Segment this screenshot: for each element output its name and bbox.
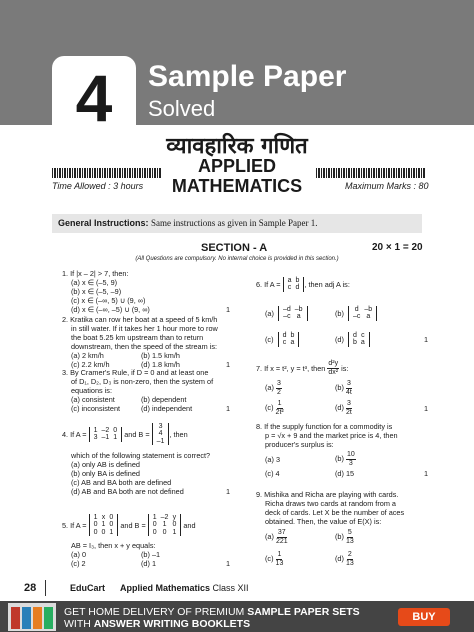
general-instructions: General Instructions: Same instructions as given in Sample Paper 1. [52,214,422,233]
matrix-b: 3 4 –1 [152,423,170,446]
question-6: 6. If A = a c b d , then adj A is: (a) –d –c –b a (b) d –c –b a (c) d c b a (d) d b c a 1 [256,276,428,346]
question-8: 8. If the supply function for a commodity is p = √x + 9 and the market price is 4, then producer's surplus is: (a) 3 (b) $\frac{10}{3}$ (c) 4 (d) 15 1 [256,422,428,478]
question-3: 3. By Cramer's Rule, if D = 0 and at least one of D₁, D₂, D₃ is non-zero, then the system of equations is: (a) consistent (b) dependent (c) inconsistent (d) independent 1 [62,368,230,413]
matrix-a: 1 3 –2 –1 0 1 [89,427,123,442]
question-1: 1. If |x – 2| > 7, then: (a) x ∈ (–5, 9) (b) x ∈ (–5, –9) (c) x ∈ (–∞, 5) ∪ (9, ∞) (d) x ∈ (–∞, –5) ∪ (9, ∞) 1 [62,269,230,314]
footer-book: Applied Mathematics Class XII [120,583,249,593]
paper-subtitle: Solved [148,96,216,121]
buy-button[interactable]: BUY [398,608,450,626]
section-marks: 20 × 1 = 20 [372,242,423,253]
subject-title: APPLIED MATHEMATICS [171,156,303,196]
option-d-matrix: d b c a [348,332,370,347]
question-5: 5. If A = 1 0 0 x 1 0 0 0 1 and B = 1 0 0 –2 1 0 y 0 1 and AB = I₃, then x + y equals: (a) 0 (b) –1 (c) 2 (d) 1 1 [62,513,230,568]
paper-title: Sample Paper [148,60,347,93]
section-title: SECTION - A [201,242,268,254]
question-4: 4. If A = 1 3 –2 –1 0 1 and B = 3 4 –1 , then which of the following statement is correct? (a) only AB is defined (b) only BA is defined (c) AB and BA both are defined (d) AB and BA both are not defined 1 [62,422,230,496]
option-b-matrix: d –c –b a [348,306,377,321]
section-note: (All Questions are compulsory. No internal choice is provided in this section.) [135,256,339,262]
matrix-b: 1 0 0 –2 1 0 y 0 1 [148,514,182,537]
matrix-a: 1 0 0 x 1 0 0 0 1 [89,514,119,537]
maximum-marks: Maximum Marks : 80 [345,181,429,191]
hindi-title: व्यावहारिक गणित [166,134,308,159]
brand-logo: EduCart [70,583,106,593]
question-9: 9. Mishika and Richa are playing with cards. Richa draws two cards at random from a deck of cards. Let X be the number of aces obtained. Then, the value of E(X) is: (a) $\frac{37}{221}$ (b) $\frac{5}{13}$ (c) $\frac{1}{13}$ (d) $\frac{2}{13}$ [256,490,405,567]
paper-number: 4 [52,56,136,140]
question-7: 7. If x = t², y = t³, then $\frac{\text{d²y}}{\text{dx²}}$ is: (a) $\frac{3}{2}$ (b) $\frac{3}{4t}$ (c) $\frac{1}{\text{2t²}}$ (d) $\frac{3}{2t}$ 1 [256,360,428,416]
matrix-a: a c b d [283,277,305,292]
page-number: 28 [24,582,37,594]
book-stack-image [8,603,56,631]
footer-divider [45,580,46,596]
question-2: 2. Kratika can row her boat at a speed of 5 km/h in still water. If it takes her 1 hour more to row the boat 5.25 km upstream than to return downstream, then the speed of the stream is: (a) 2 km/h (b) 1.5 km/h (c) 2.2 km/h (d) 1.8 km/h 1 [62,315,230,369]
time-allowed: Time Allowed : 3 hours [52,181,144,191]
option-c-matrix: d c b a [278,332,300,347]
promo-text: GET HOME DELIVERY OF PREMIUM SAMPLE PAPER SETS WITH ANSWER WRITING BOOKLETS [64,606,360,630]
option-a-matrix: –d –c –b a [278,306,308,321]
